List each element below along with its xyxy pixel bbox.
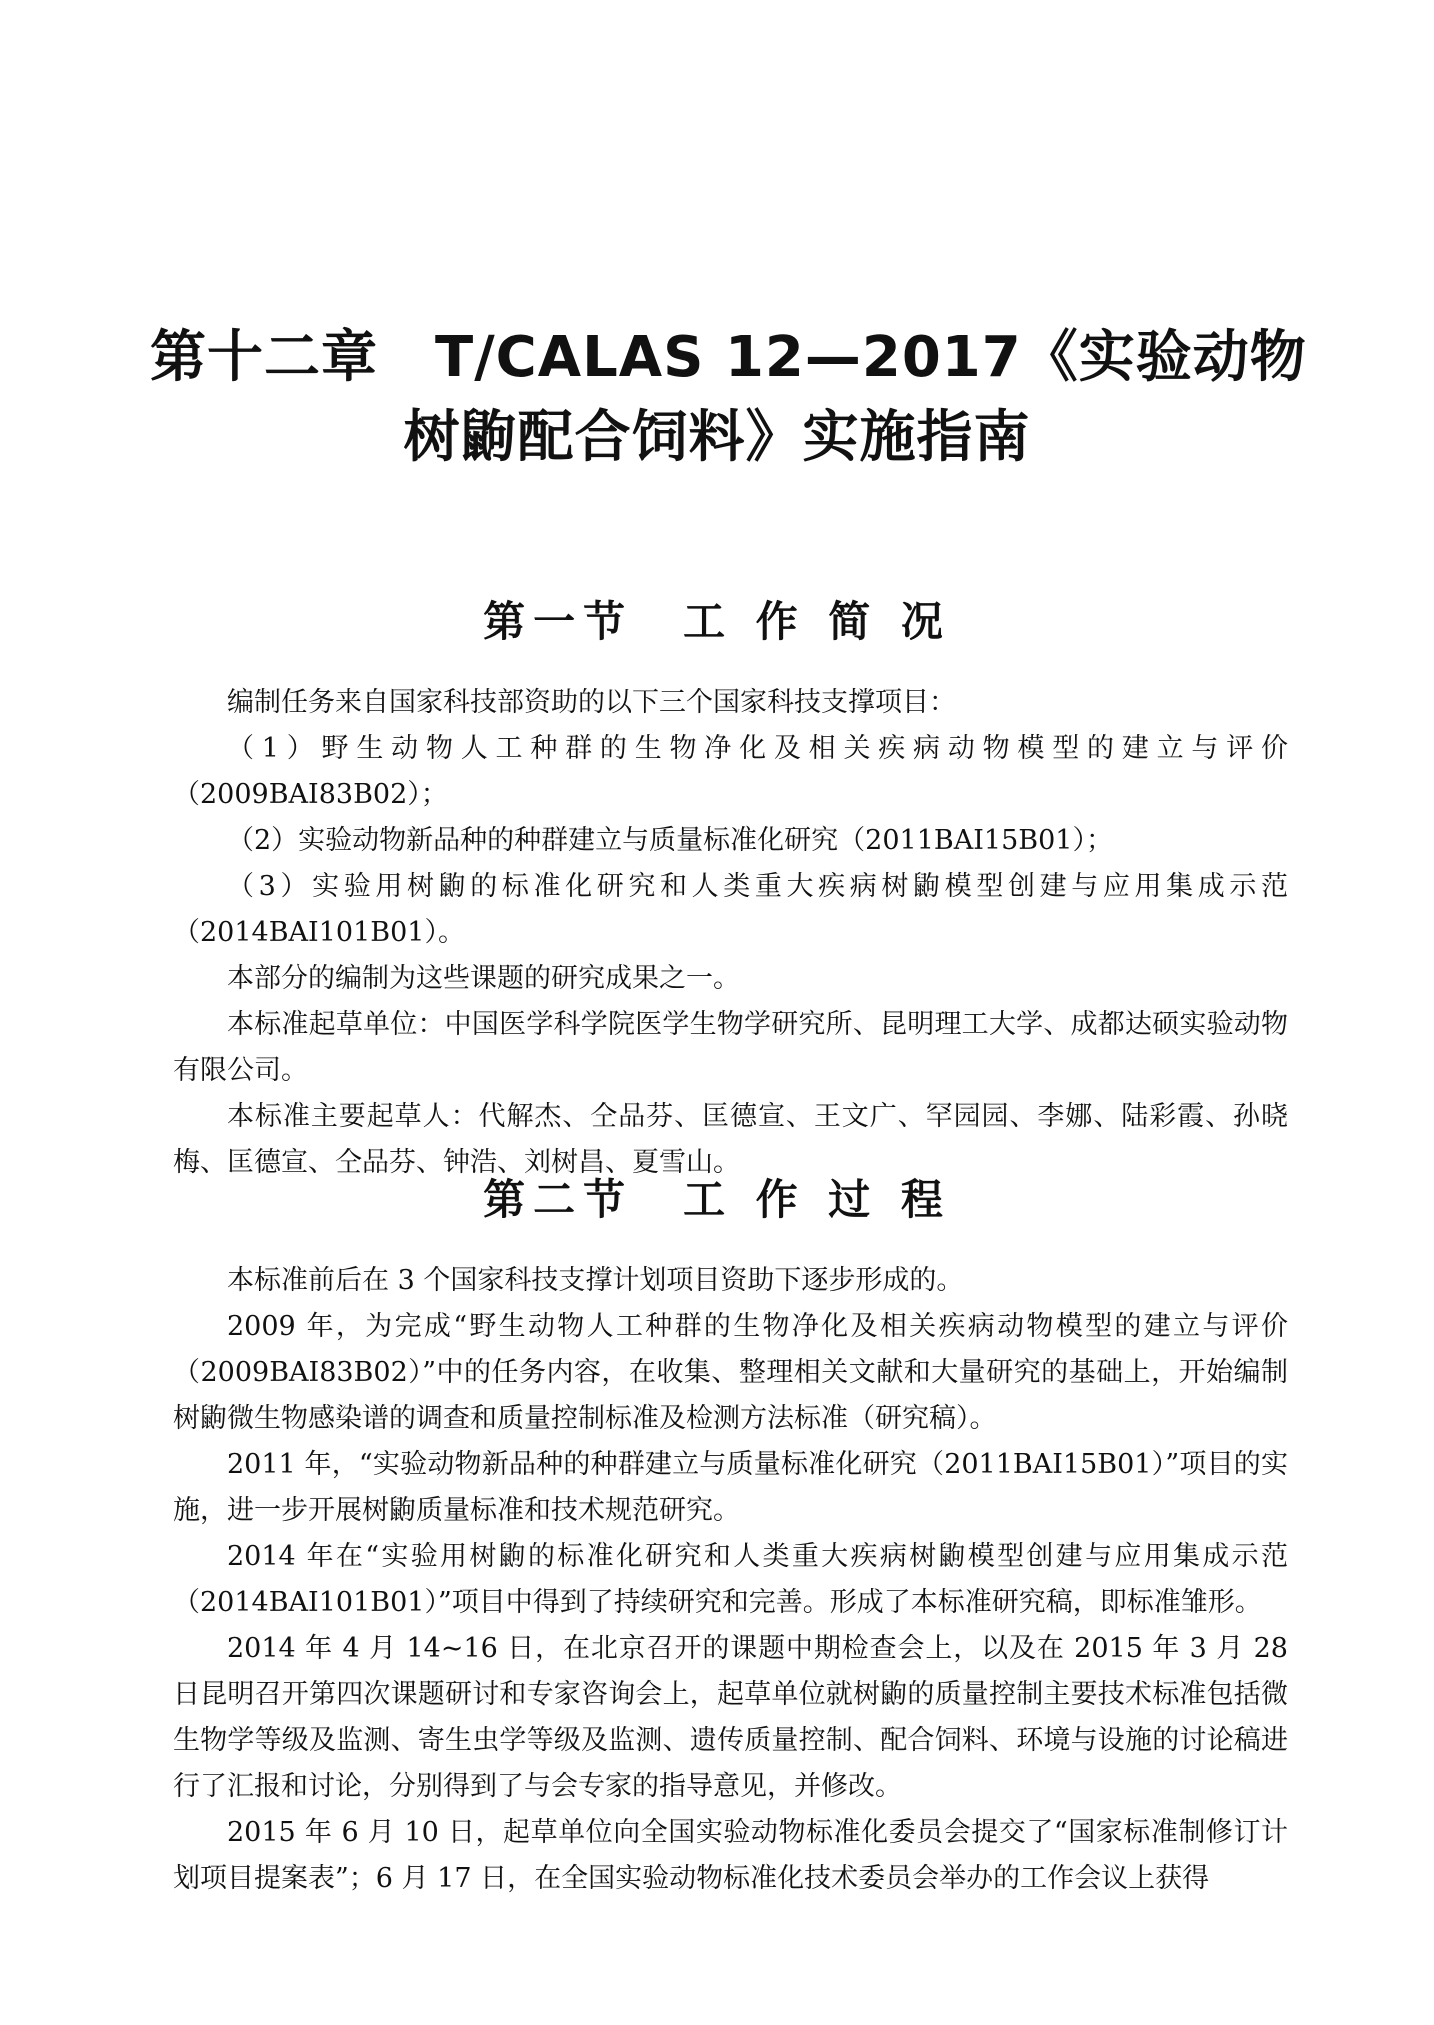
paragraph: 本标准前后在 3 个国家科技支撑计划项目资助下逐步形成的。 xyxy=(227,1265,964,1296)
section-2-body xyxy=(173,1258,1288,1902)
paragraph: 2011 年，“实验动物新品种的种群建立与质量标准化研究（2011BAI15B01）”项目的实施，进一步开展树鼩质量标准和技术规范研究。 xyxy=(173,1449,1288,1526)
paragraph: 2014 年 4 月 14~16 日，在北京召开的课题中期检查会上，以及在 2015 年 3 月 28 日昆明召开第四次课题研讨和专家咨询会上，起草单位就树鼩的质量控制主要技术标准包括微生物学等级及监测、寄生虫学等级及监测、遗传质量控制、配合饲料、环境与设施的讨论稿进行了汇报和讨论，分别得到了与会专家的指导意见，并修改。 xyxy=(173,1633,1288,1802)
paragraph: （2）实验动物新品种的种群建立与质量标准化研究（2011BAI15B01）； xyxy=(227,825,1113,856)
paragraph: 本标准主要起草人：代解杰、仝品芬、匡德宣、王文广、罕园园、李娜、陆彩霞、孙晓梅、匡德宣、仝品芬、钟浩、刘树昌、夏雪山。 xyxy=(173,1101,1288,1178)
chapter-title-line-1: 第十二章 T/CALAS 12—2017《实验动物 xyxy=(150,325,1307,390)
paragraph: 本标准起草单位：中国医学科学院医学生物学研究所、昆明理工大学、成都达硕实验动物有限公司。 xyxy=(173,1009,1288,1086)
chapter-title-line-2: 树鼩配合饲料》实施指南 xyxy=(403,405,1031,470)
section-2-title: 第二节 工 作 过 程 xyxy=(483,1175,951,1224)
chapter-title xyxy=(150,318,1307,478)
section-1-title: 第一节 工 作 简 况 xyxy=(483,597,951,646)
paragraph: 编制任务来自国家科技部资助的以下三个国家科技支撑项目： xyxy=(227,687,956,718)
paragraph: （1）野生动物人工种群的生物净化及相关疾病动物模型的建立与评价（2009BAI83B02）； xyxy=(173,733,1288,810)
paragraph: （3）实验用树鼩的标准化研究和人类重大疾病树鼩模型创建与应用集成示范（2014BAI101B01）。 xyxy=(173,871,1288,948)
paragraph: 2009 年，为完成“野生动物人工种群的生物净化及相关疾病动物模型的建立与评价（2009BAI83B02）”中的任务内容，在收集、整理相关文献和大量研究的基础上，开始编制树鼩微生物感染谱的调查和质量控制标准及检测方法标准（研究稿）。 xyxy=(173,1311,1288,1434)
paragraph: 2014 年在“实验用树鼩的标准化研究和人类重大疾病树鼩模型创建与应用集成示范（2014BAI101B01）”项目中得到了持续研究和完善。形成了本标准研究稿，即标准雏形。 xyxy=(173,1541,1288,1618)
section-1-body xyxy=(173,680,1288,1186)
paragraph: 2015 年 6 月 10 日，起草单位向全国实验动物标准化委员会提交了“国家标准制修订计划项目提案表”；6 月 17 日，在全国实验动物标准化技术委员会举办的工作会议上获得 xyxy=(173,1817,1288,1894)
paragraph: 本部分的编制为这些课题的研究成果之一。 xyxy=(227,963,740,994)
